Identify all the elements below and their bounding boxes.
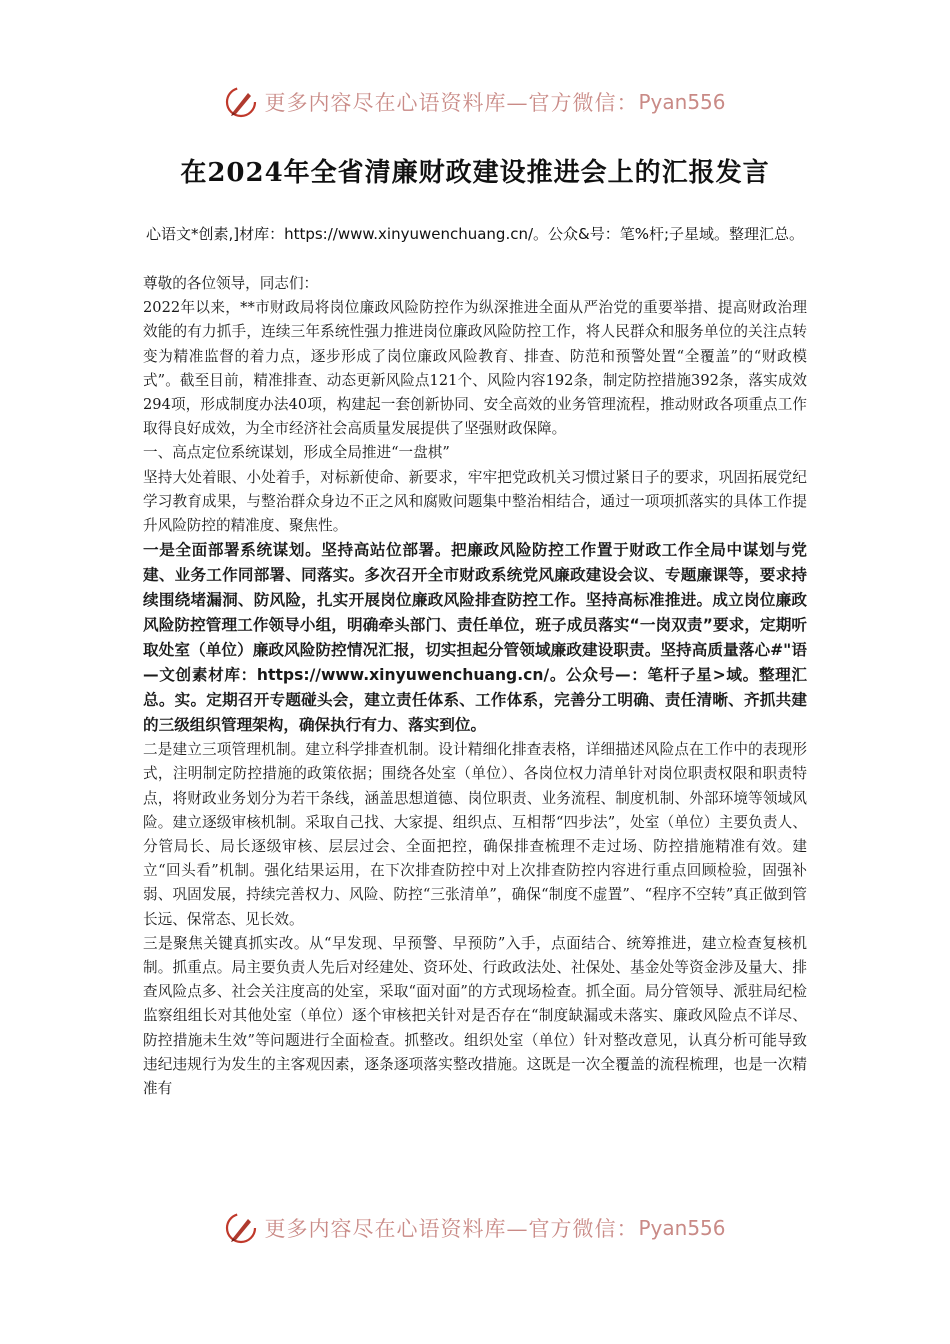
watermark-banner-top: [0, 82, 950, 122]
watermark-banner-bottom: [0, 1208, 950, 1248]
pen-logo-icon: [224, 1211, 258, 1245]
document-title: 在2024年全省清廉财政建设推进会上的汇报发言: [180, 158, 770, 188]
body-paragraph: 坚持大处着眼、小处着手，对标新使命、新要求，牢牢把党政机关习惯过紧日子的要求，巩固拓展党纪学习教育成果，与整治群众身边不正之风和腐败问题集中整治相结合，通过一项项抓落实的具体工作提升风险防控的精准度、聚焦性。: [143, 468, 807, 535]
body-paragraph-bold: 一是全面部署系统谋划。坚持高站位部署。把廉政风险防控工作置于财政工作全局中谋划与党建、业务工作同部署、同落实。多次召开全市财政系统党风廉政建设会议、专题廉课等，要求持续围绕堵漏洞、防风险，扎实开展岗位廉政风险排查防控工作。坚持高标准推进。成立岗位廉政风险防控管理工作领导小组，明确牵头部门、责任单位，班子成员落实“一岗双责”要求，定期听取处室（单位）廉政风险防控情况汇报，切实担起分管领域廉政建设职责。坚持高质量落心#"语—文创素材库：https://www.xinyuwenchuang.cn/。公众号—：笔杆子星>域。整理汇总。实。定期召开专题碰头会，建立责任体系、工作体系，完善分工明确、责任清晰、齐抓共建的三级组织管理架构，确保执行有力、落实到位。: [143, 541, 807, 735]
document-body: [143, 272, 807, 1101]
document-subtitle: 心语文*创素,]材库：https://www.xinyuwenchuang.cn/。公众&号：笔%杆;子星域。整理汇总。: [145, 225, 805, 243]
body-paragraph: 二是建立三项管理机制。建立科学排查机制。设计精细化排查表格，详细描述风险点在工作中的表现形式，注明制定防控措施的政策依据；围绕各处室（单位）、各岗位权力清单针对岗位职责权限和职责特点，将财政业务划分为若干条线，涵盖思想道德、岗位职责、业务流程、制度机制、外部环境等领域风险。建立逐级审核机制。采取自己找、大家提、组织点、互相帮“四步法”，处室（单位）主要负责人、分管局长、局长逐级审核、层层过会、全面把控，确保排查梳理不走过场、防控措施精准有效。建立“回头看”机制。强化结果运用，在下次排查防控中对上次排查防控内容进行重点回顾检验，固强补弱、巩固发展，持续完善权力、风险、防控“三张清单”，确保“制度不虚置”、“程序不空转”真正做到管长远、保常态、见长效。: [143, 741, 807, 928]
salutation: 尊敬的各位领导，同志们：: [143, 275, 319, 292]
watermark-text: 更多内容尽在心语资料库—官方微信：: [264, 91, 639, 115]
watermark-wechat: Pyan556: [638, 90, 726, 114]
pen-logo-icon: [224, 85, 258, 119]
body-paragraph: 三是聚焦关键真抓实改。从“早发现、早预警、早预防”入手，点面结合、统筹推进，建立检查复核机制。抓重点。局主要负责人先后对经建处、资环处、行政政法处、社保处、基金处等资金涉及量大、排查风险点多、社会关注度高的处室，采取“面对面”的方式现场检查。抓全面。局分管领导、派驻局纪检监察组组长对其他处室（单位）逐个审核把关针对是否存在“制度缺漏或未落实、廉政风险点不详尽、防控措施未生效”等问题进行全面检查。抓整改。组织处室（单位）针对整改意见，认真分析可能导致违纪违规行为发生的主客观因素，逐条逐项落实整改措施。这既是一次全覆盖的流程梳理，也是一次精准有: [143, 934, 807, 1098]
section-heading: 一、高点定位系统谋划，形成全局推进“一盘棋”: [143, 444, 450, 462]
watermark-wechat: Pyan556: [638, 1216, 726, 1240]
watermark-text: 更多内容尽在心语资料库—官方微信：: [264, 1217, 639, 1241]
body-paragraph: 2022年以来，**市财政局将岗位廉政风险防控作为纵深推进全面从严治党的重要举措、提高财政治理效能的有力抓手，连续三年系统性强力推进岗位廉政风险防控工作，将人民群众和服务单位的关注点转变为精准监督的着力点，逐步形成了岗位廉政风险教育、排查、防范和预警处置“全覆盖”的“财政模式”。截至目前，精准排查、动态更新风险点121个、风险内容192条，制定防控措施392条，落实成效294项，形成制度办法40项，构建起一套创新协同、安全高效的业务管理流程，推动财政各项重点工作取得良好成效，为全市经济社会高质量发展提供了坚强财政保障。: [143, 299, 807, 438]
